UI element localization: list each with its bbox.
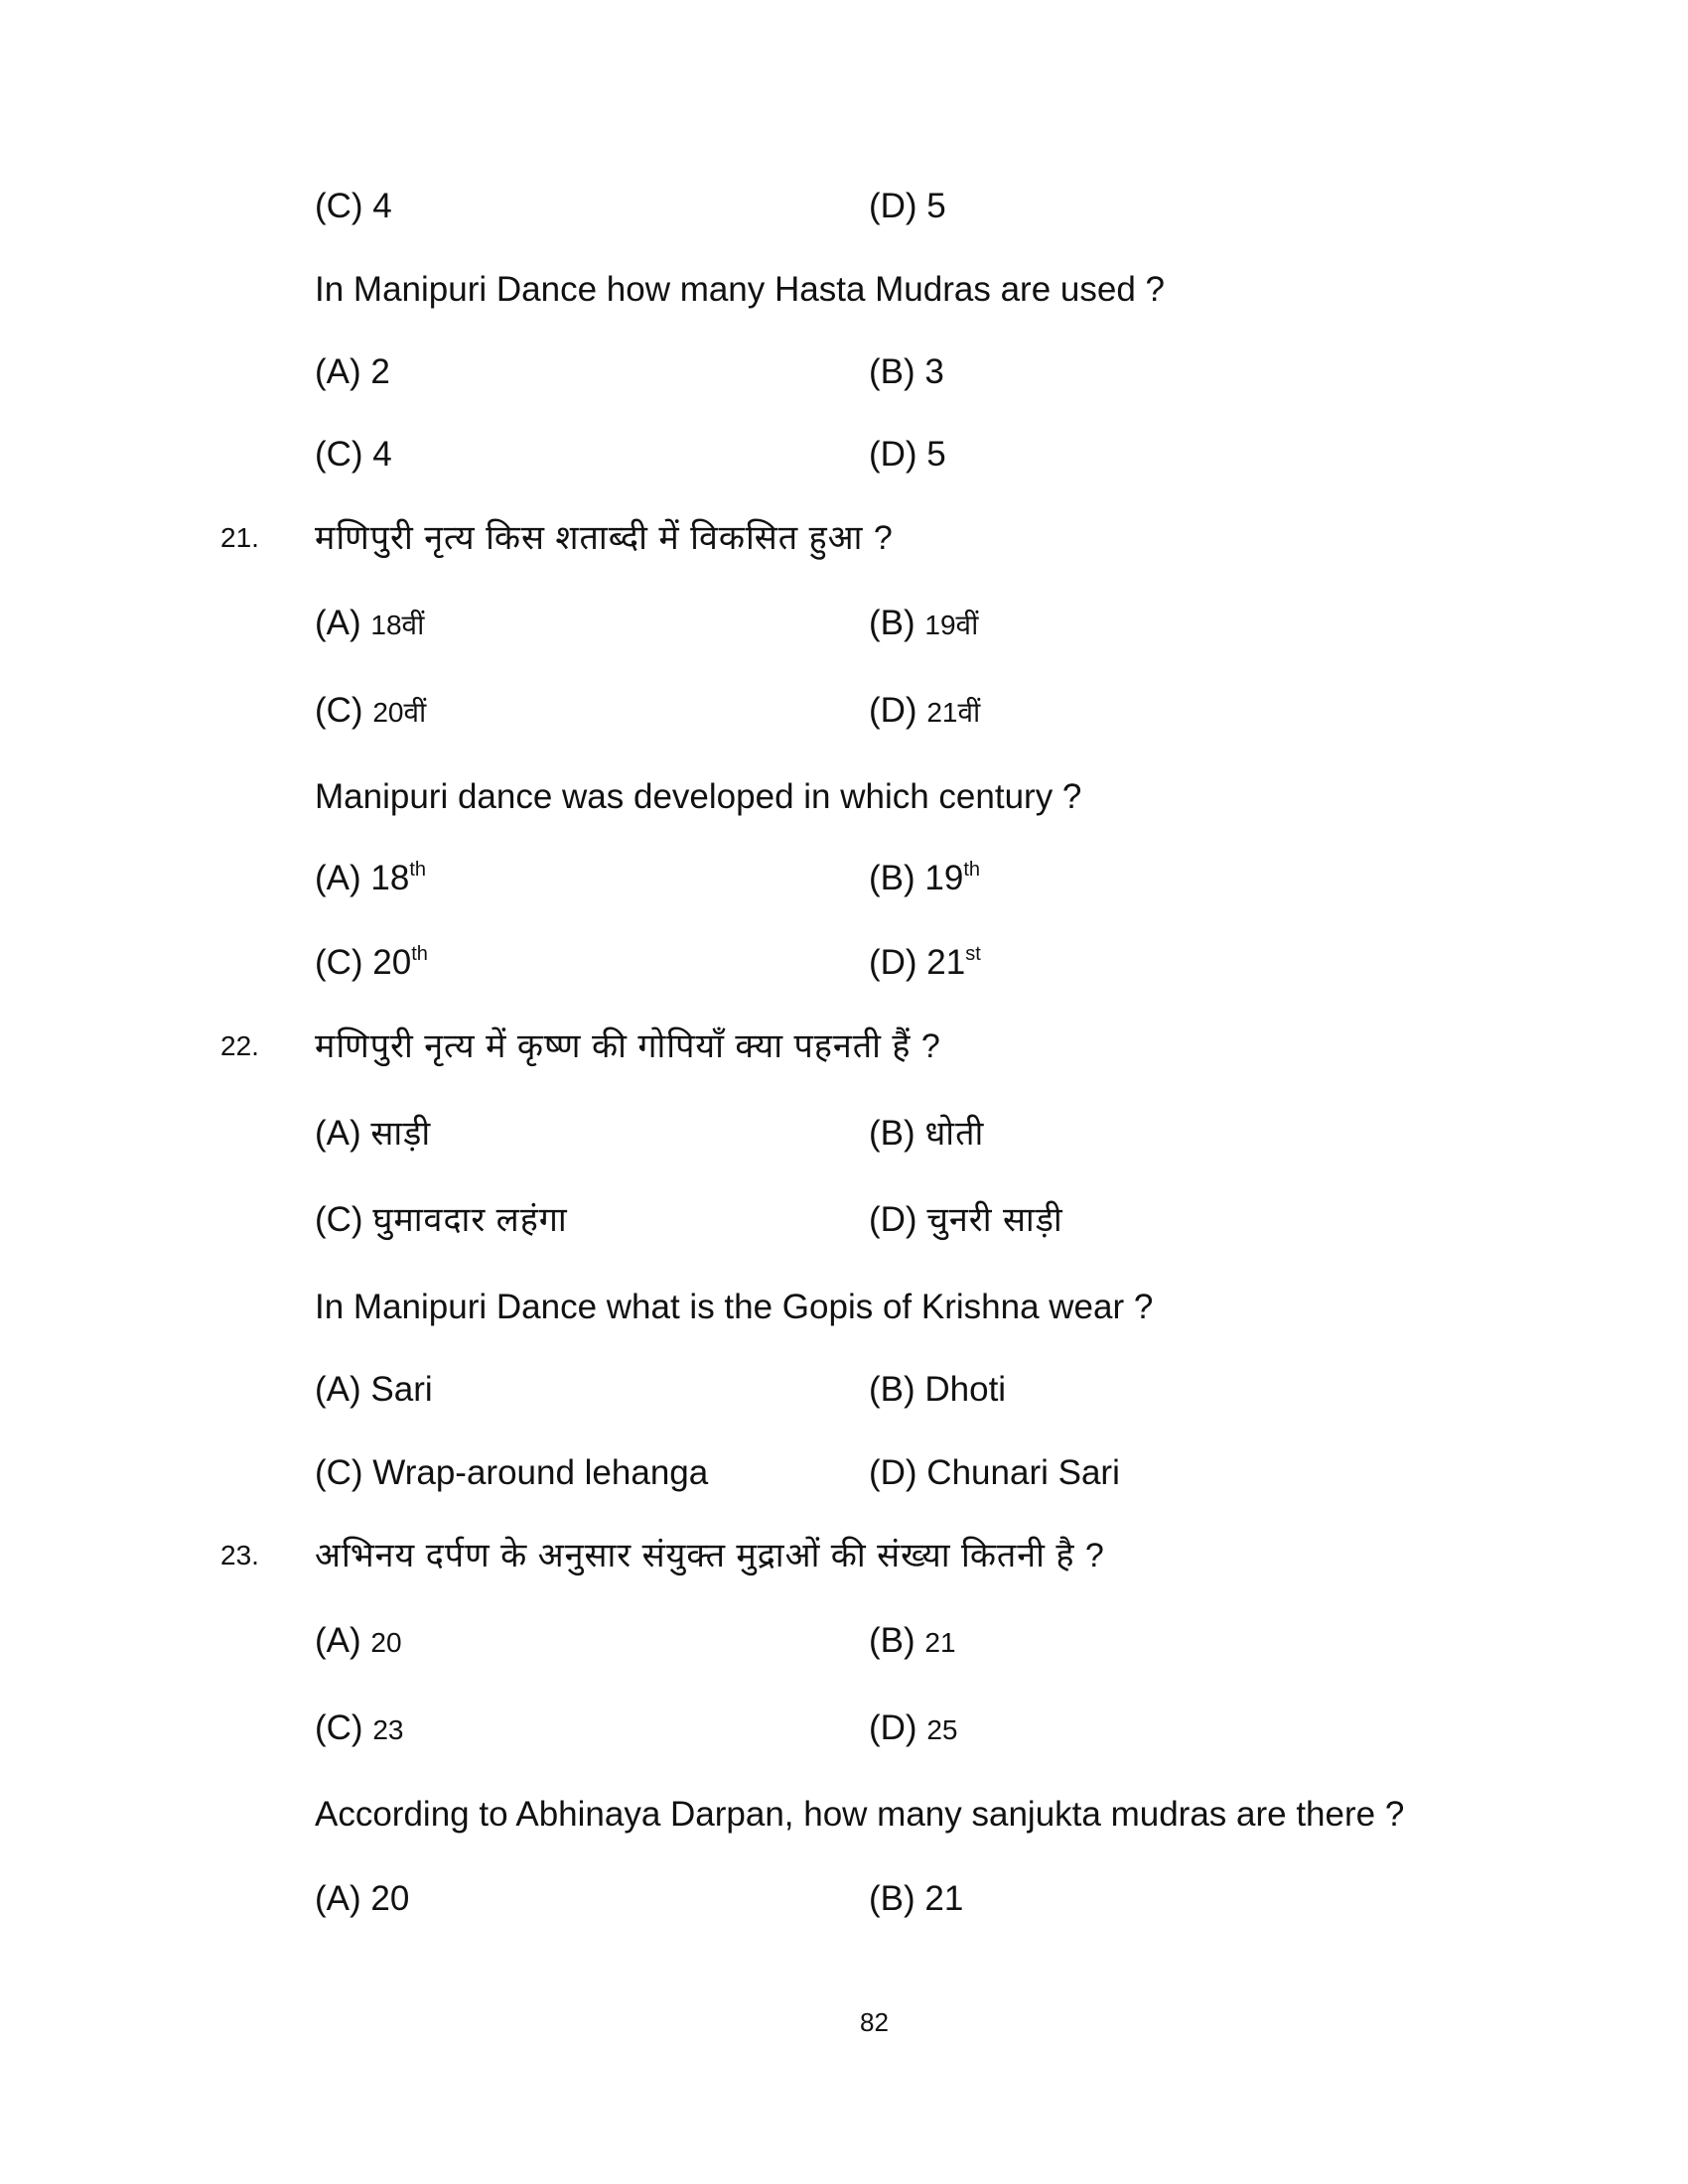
option-d: (D) चुनरी साड़ी bbox=[869, 1200, 1063, 1239]
option-c: (C) Wrap-around lehanga bbox=[315, 1453, 709, 1492]
option-a: (A) 2 bbox=[315, 352, 390, 391]
option-a: (A) 20 bbox=[315, 1621, 402, 1660]
question-number: 22. bbox=[220, 1030, 259, 1061]
option-b: (B) 21 bbox=[869, 1879, 964, 1918]
option-c: (C) घुमावदार लहंगा bbox=[315, 1200, 568, 1239]
question-text-en: In Manipuri Dance how many Hasta Mudras are used ? bbox=[315, 270, 1165, 309]
question-text-hi: मणिपुरी नृत्य किस शताब्दी में विकसित हुआ ? bbox=[315, 519, 894, 557]
question-text-en: Manipuri dance was developed in which century ? bbox=[315, 777, 1082, 816]
option-b: (B) 19th bbox=[869, 859, 980, 897]
option-b: (B) 19वीं bbox=[869, 604, 979, 642]
question-text-en: In Manipuri Dance what is the Gopis of Krishna wear ? bbox=[315, 1288, 1154, 1326]
page-number: 82 bbox=[860, 2007, 889, 2037]
question-number: 21. bbox=[220, 522, 259, 553]
option-d: (D) 5 bbox=[869, 435, 946, 474]
option-b: (B) Dhoti bbox=[869, 1370, 1007, 1409]
option-a: (A) Sari bbox=[315, 1370, 433, 1409]
option-a: (A) साड़ी bbox=[315, 1114, 432, 1153]
question-text-hi: मणिपुरी नृत्य में कृष्ण की गोपियाँ क्या पहनती हैं ? bbox=[315, 1027, 941, 1065]
option-a: (A) 18th bbox=[315, 859, 426, 897]
option-c: (C) 20वीं bbox=[315, 691, 427, 730]
question-text-en: According to Abhinaya Darpan, how many sanjukta mudras are there ? bbox=[315, 1795, 1405, 1834]
option-b: (B) धोती bbox=[869, 1114, 985, 1153]
option-a: (A) 18वीं bbox=[315, 604, 425, 642]
option-b: (B) 21 bbox=[869, 1621, 956, 1660]
option-d: (D) 25 bbox=[869, 1708, 958, 1747]
option-c: (C) 4 bbox=[315, 435, 392, 474]
question-number: 23. bbox=[220, 1540, 259, 1570]
option-c: (C) 20th bbox=[315, 943, 428, 982]
option-b: (B) 3 bbox=[869, 352, 944, 391]
option-d: (D) 21st bbox=[869, 943, 981, 982]
option-c: (C) 23 bbox=[315, 1708, 404, 1747]
option-d: (D) Chunari Sari bbox=[869, 1453, 1120, 1492]
option-d: (D) 21वीं bbox=[869, 691, 981, 730]
option-a: (A) 20 bbox=[315, 1879, 410, 1918]
question-text-hi: अभिनय दर्पण के अनुसार संयुक्त मुद्राओं की संख्या कितनी है ? bbox=[315, 1537, 1105, 1574]
option-c: (C) 4 bbox=[315, 187, 392, 225]
option-d: (D) 5 bbox=[869, 187, 946, 225]
